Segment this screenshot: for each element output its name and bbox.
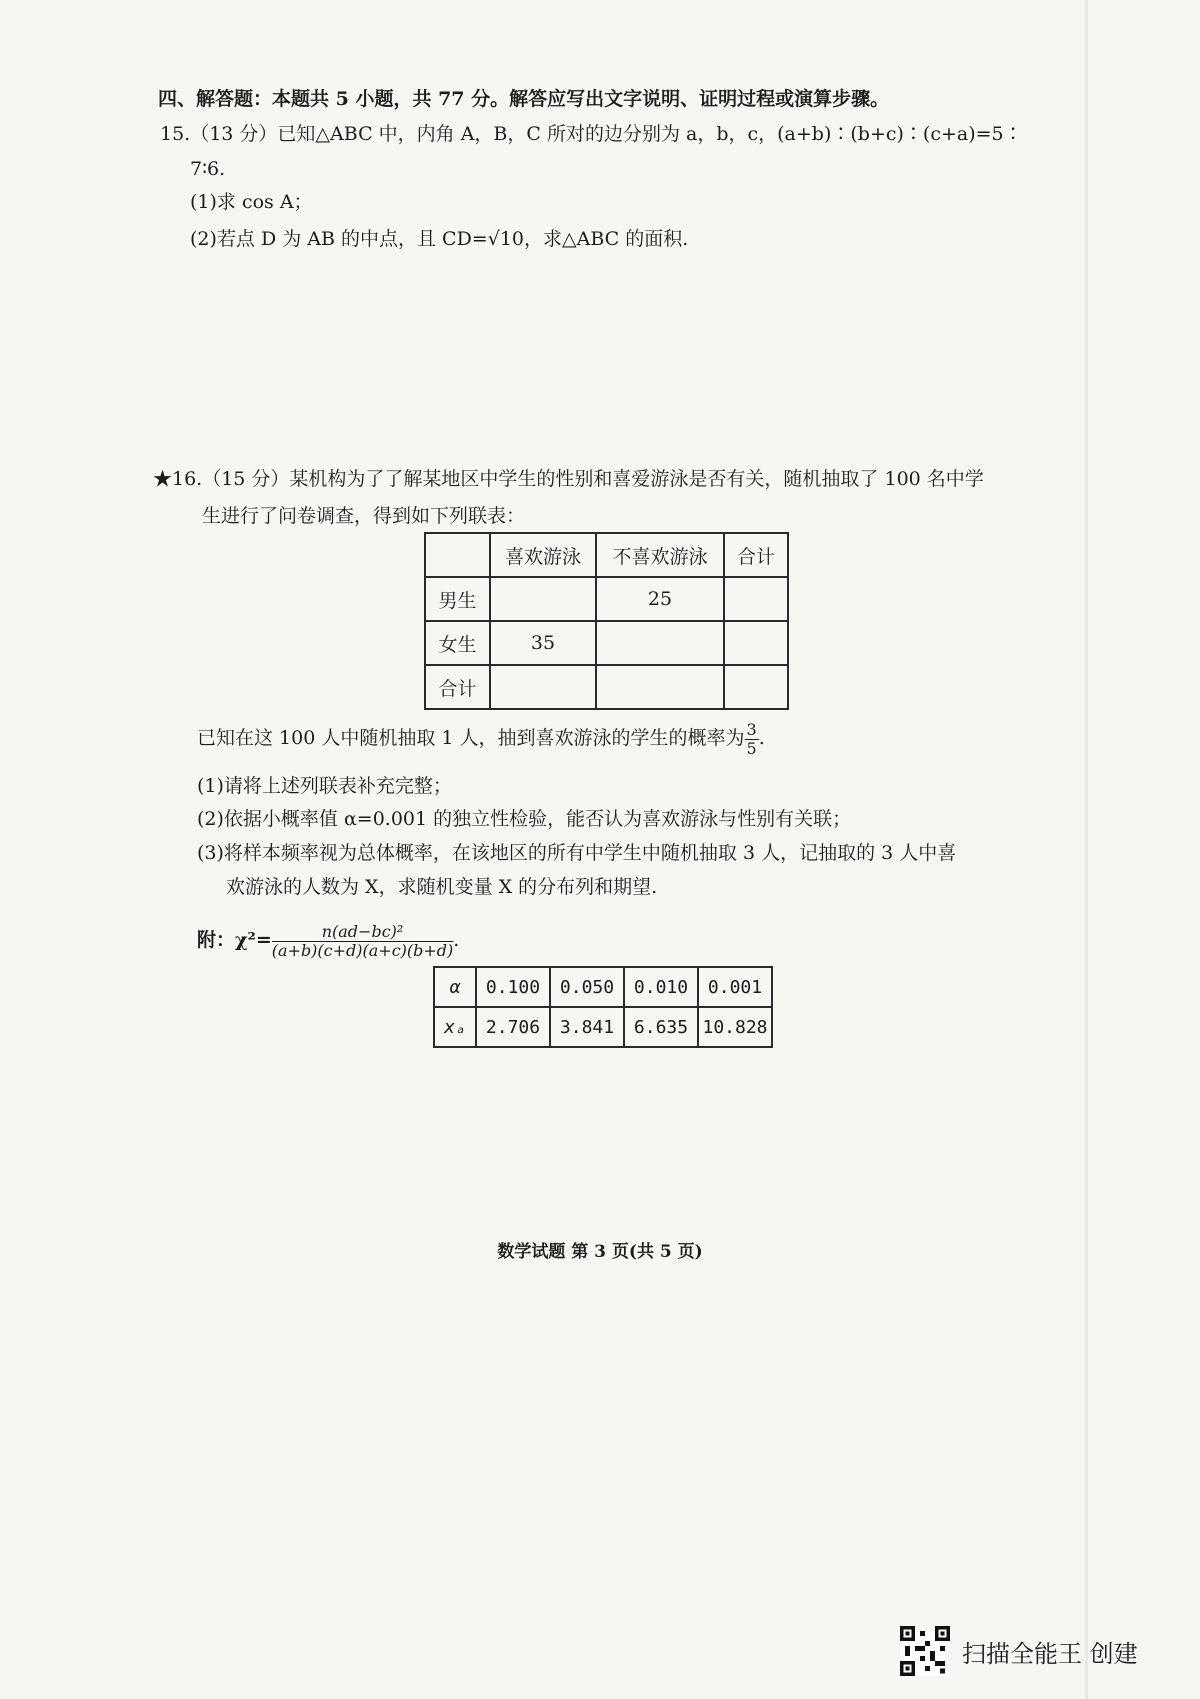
- q16-part2: (2)依据小概率值 α=0.001 的独立性检验，能否认为喜欢游泳与性别有关联；: [197, 808, 852, 830]
- table-cell: 女生: [425, 621, 490, 665]
- q16-line2: 生进行了问卷调查，得到如下列联表：: [202, 505, 526, 527]
- table-cell: 2.706: [476, 1007, 550, 1047]
- q15-part2: (2)若点 D 为 AB 的中点，且 CD=√10，求△ABC 的面积.: [190, 228, 689, 250]
- table-cell: 合计: [724, 533, 788, 577]
- scan-edge: [1085, 0, 1088, 1699]
- table-row: [425, 533, 788, 577]
- table-cell: [596, 665, 724, 709]
- table-cell: 6.635: [624, 1007, 698, 1047]
- chi-square-formula: [197, 920, 459, 960]
- table-cell: 0.100: [476, 967, 550, 1007]
- table-cell: 0.010: [624, 967, 698, 1007]
- probability-fraction: [745, 721, 759, 758]
- q15-line1: 15.（13 分）已知△ABC 中，内角 A，B，C 所对的边分别为 a，b，c，(a+b)∶(b+c)∶(c+a)=5∶: [160, 123, 1023, 145]
- page-footer: 数学试题 第 3 页(共 5 页): [497, 1242, 703, 1262]
- table-cell: 喜欢游泳: [490, 533, 596, 577]
- table-cell: 3.841: [550, 1007, 624, 1047]
- table-cell: 10.828: [698, 1007, 772, 1047]
- critical-value-table: [433, 966, 773, 1048]
- table-row: [434, 1007, 772, 1047]
- table-cell: α: [434, 967, 476, 1007]
- scanner-watermark: 扫描全能王 创建: [962, 1640, 1138, 1668]
- table-cell: 不喜欢游泳: [596, 533, 724, 577]
- fraction-denominator: 5: [746, 738, 757, 758]
- table-cell: 25: [596, 577, 724, 621]
- table-cell: [724, 665, 788, 709]
- probability-period: .: [758, 727, 765, 749]
- table-cell: 0.050: [550, 967, 624, 1007]
- q16-part1: (1)请将上述列联表补充完整；: [197, 775, 452, 797]
- table-cell: [596, 621, 724, 665]
- table-cell: 男生: [425, 577, 490, 621]
- table-cell: 35: [490, 621, 596, 665]
- q16-probability: [197, 718, 765, 758]
- table-cell: [724, 577, 788, 621]
- section-header: 四、解答题：本题共 5 小题，共 77 分。解答应写出文字说明、证明过程或演算步骤。: [158, 88, 890, 110]
- q15-line2: 7∶6.: [190, 158, 226, 180]
- table-row: [425, 577, 788, 621]
- table-row: [425, 665, 788, 709]
- formula-fraction: [272, 923, 454, 960]
- table-row: [434, 967, 772, 1007]
- table-cell: [490, 577, 596, 621]
- table-cell: 合计: [425, 665, 490, 709]
- q16-part3-line1: (3)将样本频率视为总体概率，在该地区的所有中学生中随机抽取 3 人，记抽取的 3 人中喜: [197, 842, 957, 864]
- table-cell: xₐ: [434, 1007, 476, 1047]
- table-cell: [425, 533, 490, 577]
- formula-numerator: n(ad−bc)²: [272, 923, 454, 942]
- formula-period: .: [453, 929, 460, 951]
- table-cell: 0.001: [698, 967, 772, 1007]
- contingency-table: [424, 532, 789, 710]
- q16-line1: ★16.（15 分）某机构为了了解某地区中学生的性别和喜爱游泳是否有关，随机抽取了 100 名中学: [153, 468, 984, 490]
- table-cell: [724, 621, 788, 665]
- table-cell: [490, 665, 596, 709]
- formula-denominator: (a+b)(c+d)(a+c)(b+d): [271, 940, 454, 960]
- probability-text: 已知在这 100 人中随机抽取 1 人，抽到喜欢游泳的学生的概率为: [197, 727, 745, 749]
- table-row: [425, 621, 788, 665]
- fraction-numerator: 3: [746, 719, 757, 739]
- q15-part1: (1)求 cos A；: [190, 191, 313, 213]
- qr-code-icon: [900, 1626, 950, 1676]
- q16-part3-line2: 欢游泳的人数为 X，求随机变量 X 的分布列和期望.: [226, 876, 658, 898]
- formula-prefix: 附：χ²=: [197, 929, 272, 951]
